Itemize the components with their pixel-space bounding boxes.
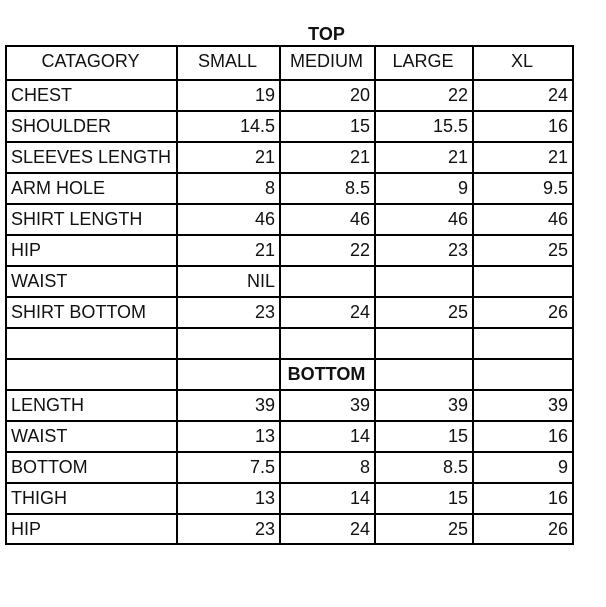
- header-xl: XL: [510, 51, 534, 71]
- row-value: 23: [447, 240, 468, 260]
- grid-row-line: [5, 420, 574, 422]
- row-value: 21: [349, 147, 370, 167]
- row-value: [279, 265, 374, 296]
- header-medium: MEDIUM: [290, 51, 363, 71]
- row-value: 26: [547, 302, 568, 322]
- header-catagory: CATAGORY: [41, 51, 140, 71]
- row-category: THIGH: [11, 488, 67, 508]
- row-value: 20: [349, 85, 370, 105]
- grid-row-line: [5, 327, 574, 329]
- grid-col-line: [176, 45, 178, 545]
- row-category: HIP: [11, 519, 42, 539]
- grid-col-line: [279, 45, 281, 545]
- grid-row-line: [5, 265, 574, 267]
- grid-row-line: [5, 543, 574, 545]
- row-value: 26: [547, 519, 568, 539]
- row-value: [472, 265, 572, 296]
- header-large: LARGE: [392, 51, 454, 71]
- grid-row-line: [5, 45, 574, 47]
- row-category: LENGTH: [11, 395, 85, 415]
- row-value: 46: [447, 209, 468, 229]
- header-small: SMALL: [197, 51, 258, 71]
- row-value: 13: [254, 426, 275, 446]
- row-value: 39: [254, 395, 275, 415]
- row-category: WAIST: [11, 426, 68, 446]
- row-value: 25: [447, 519, 468, 539]
- row-value: 19: [254, 85, 275, 105]
- row-value: 39: [447, 395, 468, 415]
- row-category: SLEEVES LENGTH: [11, 147, 172, 167]
- row-value: 9.5: [542, 178, 568, 198]
- row-value: 16: [547, 488, 568, 508]
- row-value: 25: [447, 302, 468, 322]
- grid-row-line: [5, 389, 574, 391]
- row-value: 24: [547, 85, 568, 105]
- row-category: SHIRT BOTTOM: [11, 302, 147, 322]
- grid-row-line: [5, 203, 574, 205]
- row-value: [374, 265, 472, 296]
- row-value: 15: [349, 116, 370, 136]
- grid-row-line: [5, 110, 574, 112]
- row-value: 22: [447, 85, 468, 105]
- row-value: 15.5: [432, 116, 468, 136]
- row-value: 8: [359, 457, 370, 477]
- grid-row-line: [5, 482, 574, 484]
- grid-col-line: [472, 45, 474, 545]
- grid-row-line: [5, 79, 574, 81]
- row-value: 8: [264, 178, 275, 198]
- row-value: 15: [447, 488, 468, 508]
- row-value: 16: [547, 116, 568, 136]
- row-value: 25: [547, 240, 568, 260]
- row-category: SHOULDER: [11, 116, 112, 136]
- grid-row-line: [5, 234, 574, 236]
- row-value: 16: [547, 426, 568, 446]
- row-value: 14: [349, 488, 370, 508]
- row-value: 22: [349, 240, 370, 260]
- row-value: 46: [254, 209, 275, 229]
- row-value: 7.5: [249, 457, 275, 477]
- grid-row-line: [5, 513, 574, 515]
- grid-row-line: [5, 296, 574, 298]
- row-category: SHIRT LENGTH: [11, 209, 143, 229]
- row-value: 46: [349, 209, 370, 229]
- row-value: 39: [547, 395, 568, 415]
- grid-col-line: [5, 45, 7, 545]
- row-value: 24: [349, 302, 370, 322]
- grid-col-line: [572, 45, 574, 545]
- row-value: 23: [254, 302, 275, 322]
- row-value: 23: [254, 519, 275, 539]
- row-category: CHEST: [11, 85, 73, 105]
- bottom-section-title: BOTTOM: [287, 364, 366, 384]
- row-category: BOTTOM: [11, 457, 88, 477]
- row-value: 39: [349, 395, 370, 415]
- row-value: 14.5: [239, 116, 275, 136]
- row-category: HIP: [11, 240, 42, 260]
- row-value: 8.5: [442, 457, 468, 477]
- grid-row-line: [5, 172, 574, 174]
- row-value: 24: [349, 519, 370, 539]
- row-value: 14: [349, 426, 370, 446]
- row-value: 9: [557, 457, 568, 477]
- top-section-title: TOP: [308, 24, 345, 44]
- row-value: 21: [547, 147, 568, 167]
- row-value: 21: [254, 147, 275, 167]
- row-value: 15: [447, 426, 468, 446]
- row-value: 13: [254, 488, 275, 508]
- row-value: NIL: [246, 271, 275, 291]
- row-value: 8.5: [344, 178, 370, 198]
- row-value: 21: [447, 147, 468, 167]
- row-value: 9: [457, 178, 468, 198]
- grid-row-line: [5, 451, 574, 453]
- row-category: ARM HOLE: [11, 178, 106, 198]
- grid-row-line: [5, 358, 574, 360]
- row-value: 21: [254, 240, 275, 260]
- grid-row-line: [5, 141, 574, 143]
- row-category: WAIST: [11, 271, 68, 291]
- grid-col-line: [374, 45, 376, 545]
- row-value: 46: [547, 209, 568, 229]
